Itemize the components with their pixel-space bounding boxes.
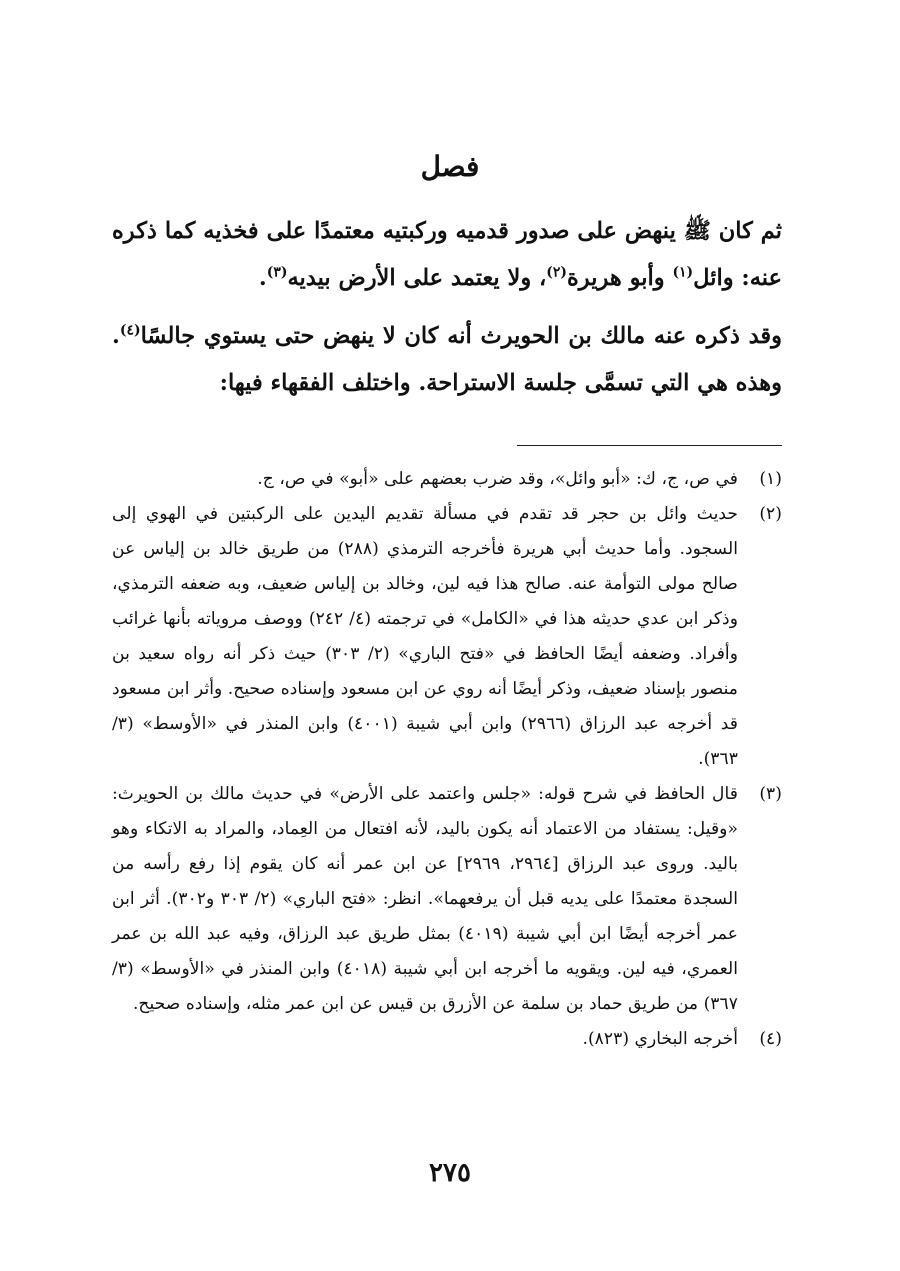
footnote-ref-2[interactable]: (٢) (546, 264, 568, 281)
footnote-ref-1[interactable]: (١) (672, 264, 694, 281)
paragraph-text: . وهذه هي التي تسمَّى جلسة الاستراحة. واختلف الفقهاء فيها: (112, 323, 782, 396)
footnote-ref-4[interactable]: (٤) (119, 322, 141, 339)
footnote-number: (٢) (759, 504, 782, 524)
paragraph-text: ثم كان ﷺ ينهض على صدور قدميه وركبتيه معتمدًا على فخذيه كما ذكره عنه: وائل (112, 218, 782, 291)
footnote-separator (517, 445, 782, 446)
footnote-text: في ص، ج، ك: «أبو وائل»، وقد ضرب بعضهم على «أبو» في ص، ج. (257, 469, 738, 489)
main-paragraph-1 (112, 208, 782, 302)
paragraph-text: . (258, 265, 267, 291)
paragraph-text: وأبو هريرة (567, 265, 673, 291)
page-number: ٢٧٥ (429, 1158, 471, 1188)
footnote-1 (112, 462, 782, 497)
footnotes (112, 462, 782, 1057)
footnote-4 (112, 1022, 782, 1057)
footnote-text: قال الحافظ في شرح قوله: «جلس واعتمد على الأرض» في حديث مالك بن الحويرث: «وقيل: يستفاد من الاعتماد أنه يكون باليد، لأنه افتعال من العِماد، والمراد به الاتكاء وهو باليد. وروى عبد الرزاق [٢٩٦٤، ٢٩٦٩] عن ابن عمر أنه كان يقوم إذا رفع رأسه من السجدة معتمدًا على يديه قبل أن يرفعهما». انظر: «فتح الباري» (٢/ ٣٠٣ و٣٠٢). أثر ابن عمر أخرجه أيضًا ابن أبي شيبة (٤٠١٩) بمثل طريق عبد الرزاق، وفيه عبد الله بن عمر العمري، فيه لين. ويقويه ما أخرجه ابن أبي شيبة (٤٠١٨) وابن المنذر في «الأوسط» (٣/ ٣٦٧) من طريق حماد بن سلمة عن الأزرق بن قيس عن ابن عمر مثله، وإسناده صحيح. (112, 784, 738, 1014)
main-paragraph-2 (112, 313, 782, 407)
paragraph-text: وقد ذكره عنه مالك بن الحويرث أنه كان لا ينهض حتى يستوي جالسًا (140, 323, 782, 349)
footnote-3 (112, 777, 782, 1022)
footnote-ref-3[interactable]: (٣) (266, 264, 288, 281)
footnote-number: (٣) (759, 784, 782, 804)
section-heading: فصل (420, 150, 480, 183)
footnote-2 (112, 497, 782, 777)
footnote-number: (١) (759, 469, 782, 489)
footnote-number: (٤) (759, 1029, 782, 1049)
footnote-text: أخرجه البخاري (٨٢٣). (582, 1029, 738, 1049)
footnote-text: حديث وائل بن حجر قد تقدم في مسألة تقديم اليدين على الركبتين في الهوي إلى السجود. وأما حديث أبي هريرة فأخرجه الترمذي (٢٨٨) من طريق خالد بن إلياس عن صالح مولى التوأمة عنه. صالح هذا فيه لين، وخالد بن إلياس ضعيف، وبه ضعفه الترمذي، وذكر ابن عدي حديثه هذا في «الكامل» في ترجمته (٤/ ٢٤٢) ووصف مروياته بأنها غرائب وأفراد. وضعفه أيضًا الحافظ في «فتح الباري» (٢/ ٣٠٣) حيث ذكر أنه رواه سعيد بن منصور بإسناد ضعيف، وذكر أيضًا أنه روي عن ابن مسعود وإسناده صحيح. وأثر ابن مسعود قد أخرجه عبد الرزاق (٢٩٦٦) وابن أبي شيبة (٤٠٠١) وابن المنذر في «الأوسط» (٣/ ٣٦٣). (112, 504, 739, 769)
paragraph-text: ، ولا يعتمد على الأرض بيديه (287, 265, 547, 291)
